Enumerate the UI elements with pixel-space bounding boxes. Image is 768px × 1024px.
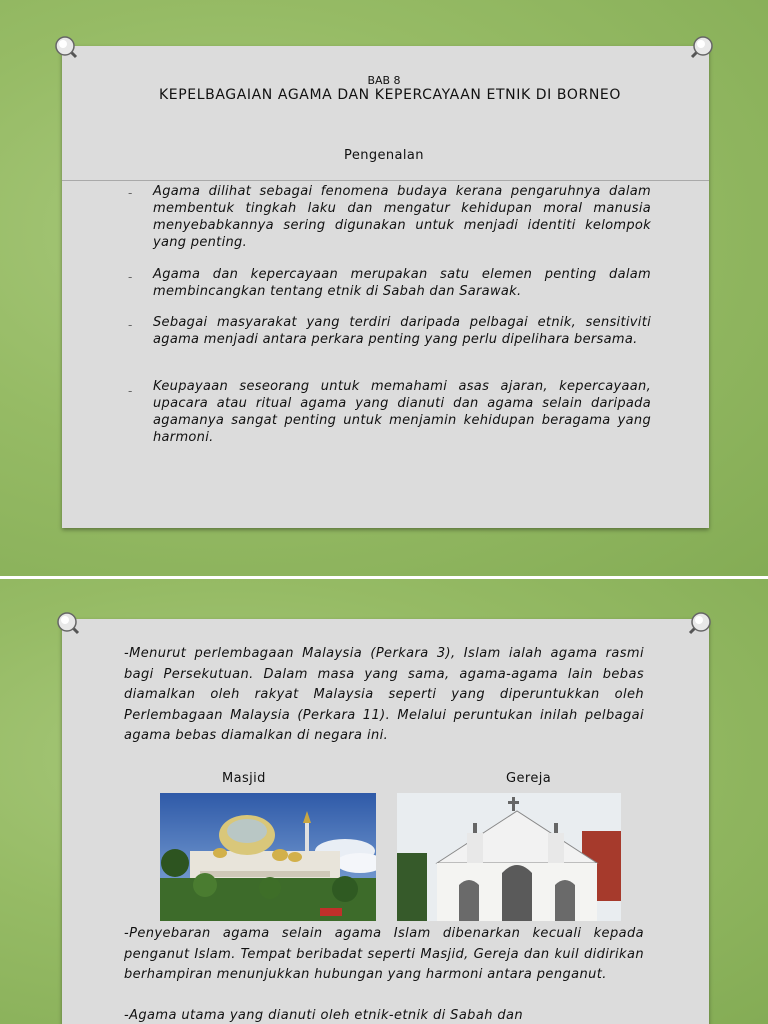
paragraph: -Menurut perlembagaan Malaysia (Perkara 3), Islam ialah agama rasmi bagi Persekutuan. Dalam masa yang sama, agama-agama lain bebas diamalkan oleh rakyat Malaysia seperti yang diperuntukkan oleh Perlembagaan Malaysia (Perkara 11). Melalui peruntukan inilah pelbagai agama bebas diamalkan di negara ini. xyxy=(124,646,644,743)
church-photo xyxy=(397,793,621,921)
divider xyxy=(62,180,709,181)
paragraph: -Penyebaran agama selain agama Islam dibenarkan kecuali kepada penganut Islam. Tempat beribadat seperti Masjid, Gereja dan kuil didirikan berhampiran menunjukkan hubungan yang harmoni antara penganut. xyxy=(124,926,644,982)
image-caption-mosque: Masjid xyxy=(222,771,266,786)
pushpin-icon xyxy=(54,609,84,639)
mosque-photo xyxy=(160,793,376,921)
pushpin-icon xyxy=(684,609,714,639)
section-heading: Pengenalan xyxy=(344,148,424,163)
slide-2 xyxy=(0,579,768,1024)
paragraph: -Agama utama yang dianuti oleh etnik-etnik di Sabah dan xyxy=(124,1008,524,1023)
bullet-item: Agama dan kepercayaan merupakan satu elemen penting dalam membincangkan tentang etnik di Sabah dan Sarawak. xyxy=(153,267,651,299)
bullet-marker: - xyxy=(128,318,133,332)
bullet-item: Agama dilihat sebagai fenomena budaya kerana pengaruhnya dalam membentuk tingkah laku dan mengatur kehidupan moral manusia menyebabkannya sering digunakan untuk menjadi identiti kelompok yang penting. xyxy=(153,184,651,250)
bullet-item: Sebagai masyarakat yang terdiri daripada pelbagai etnik, sensitiviti agama menjadi antara perkara penting yang perlu dipelihara bersama. xyxy=(153,315,651,347)
chapter-label: BAB 8 xyxy=(367,74,401,87)
bullet-marker: - xyxy=(128,384,133,398)
slide-title: KEPELBAGAIAN AGAMA DAN KEPERCAYAAN ETNIK DI BORNEO xyxy=(159,87,621,103)
bullet-marker: - xyxy=(128,186,133,200)
pushpin-icon xyxy=(52,33,82,63)
bullet-item: Keupayaan seseorang untuk memahami asas ajaran, kepercayaan, upacara atau ritual agama yang dianuti dan agama selain daripada agamanya sangat penting untuk menjamin kehidupan beragama yang harmoni. xyxy=(153,379,651,445)
image-caption-church: Gereja xyxy=(506,771,552,786)
pushpin-icon xyxy=(686,33,716,63)
bullet-marker: - xyxy=(128,270,133,284)
